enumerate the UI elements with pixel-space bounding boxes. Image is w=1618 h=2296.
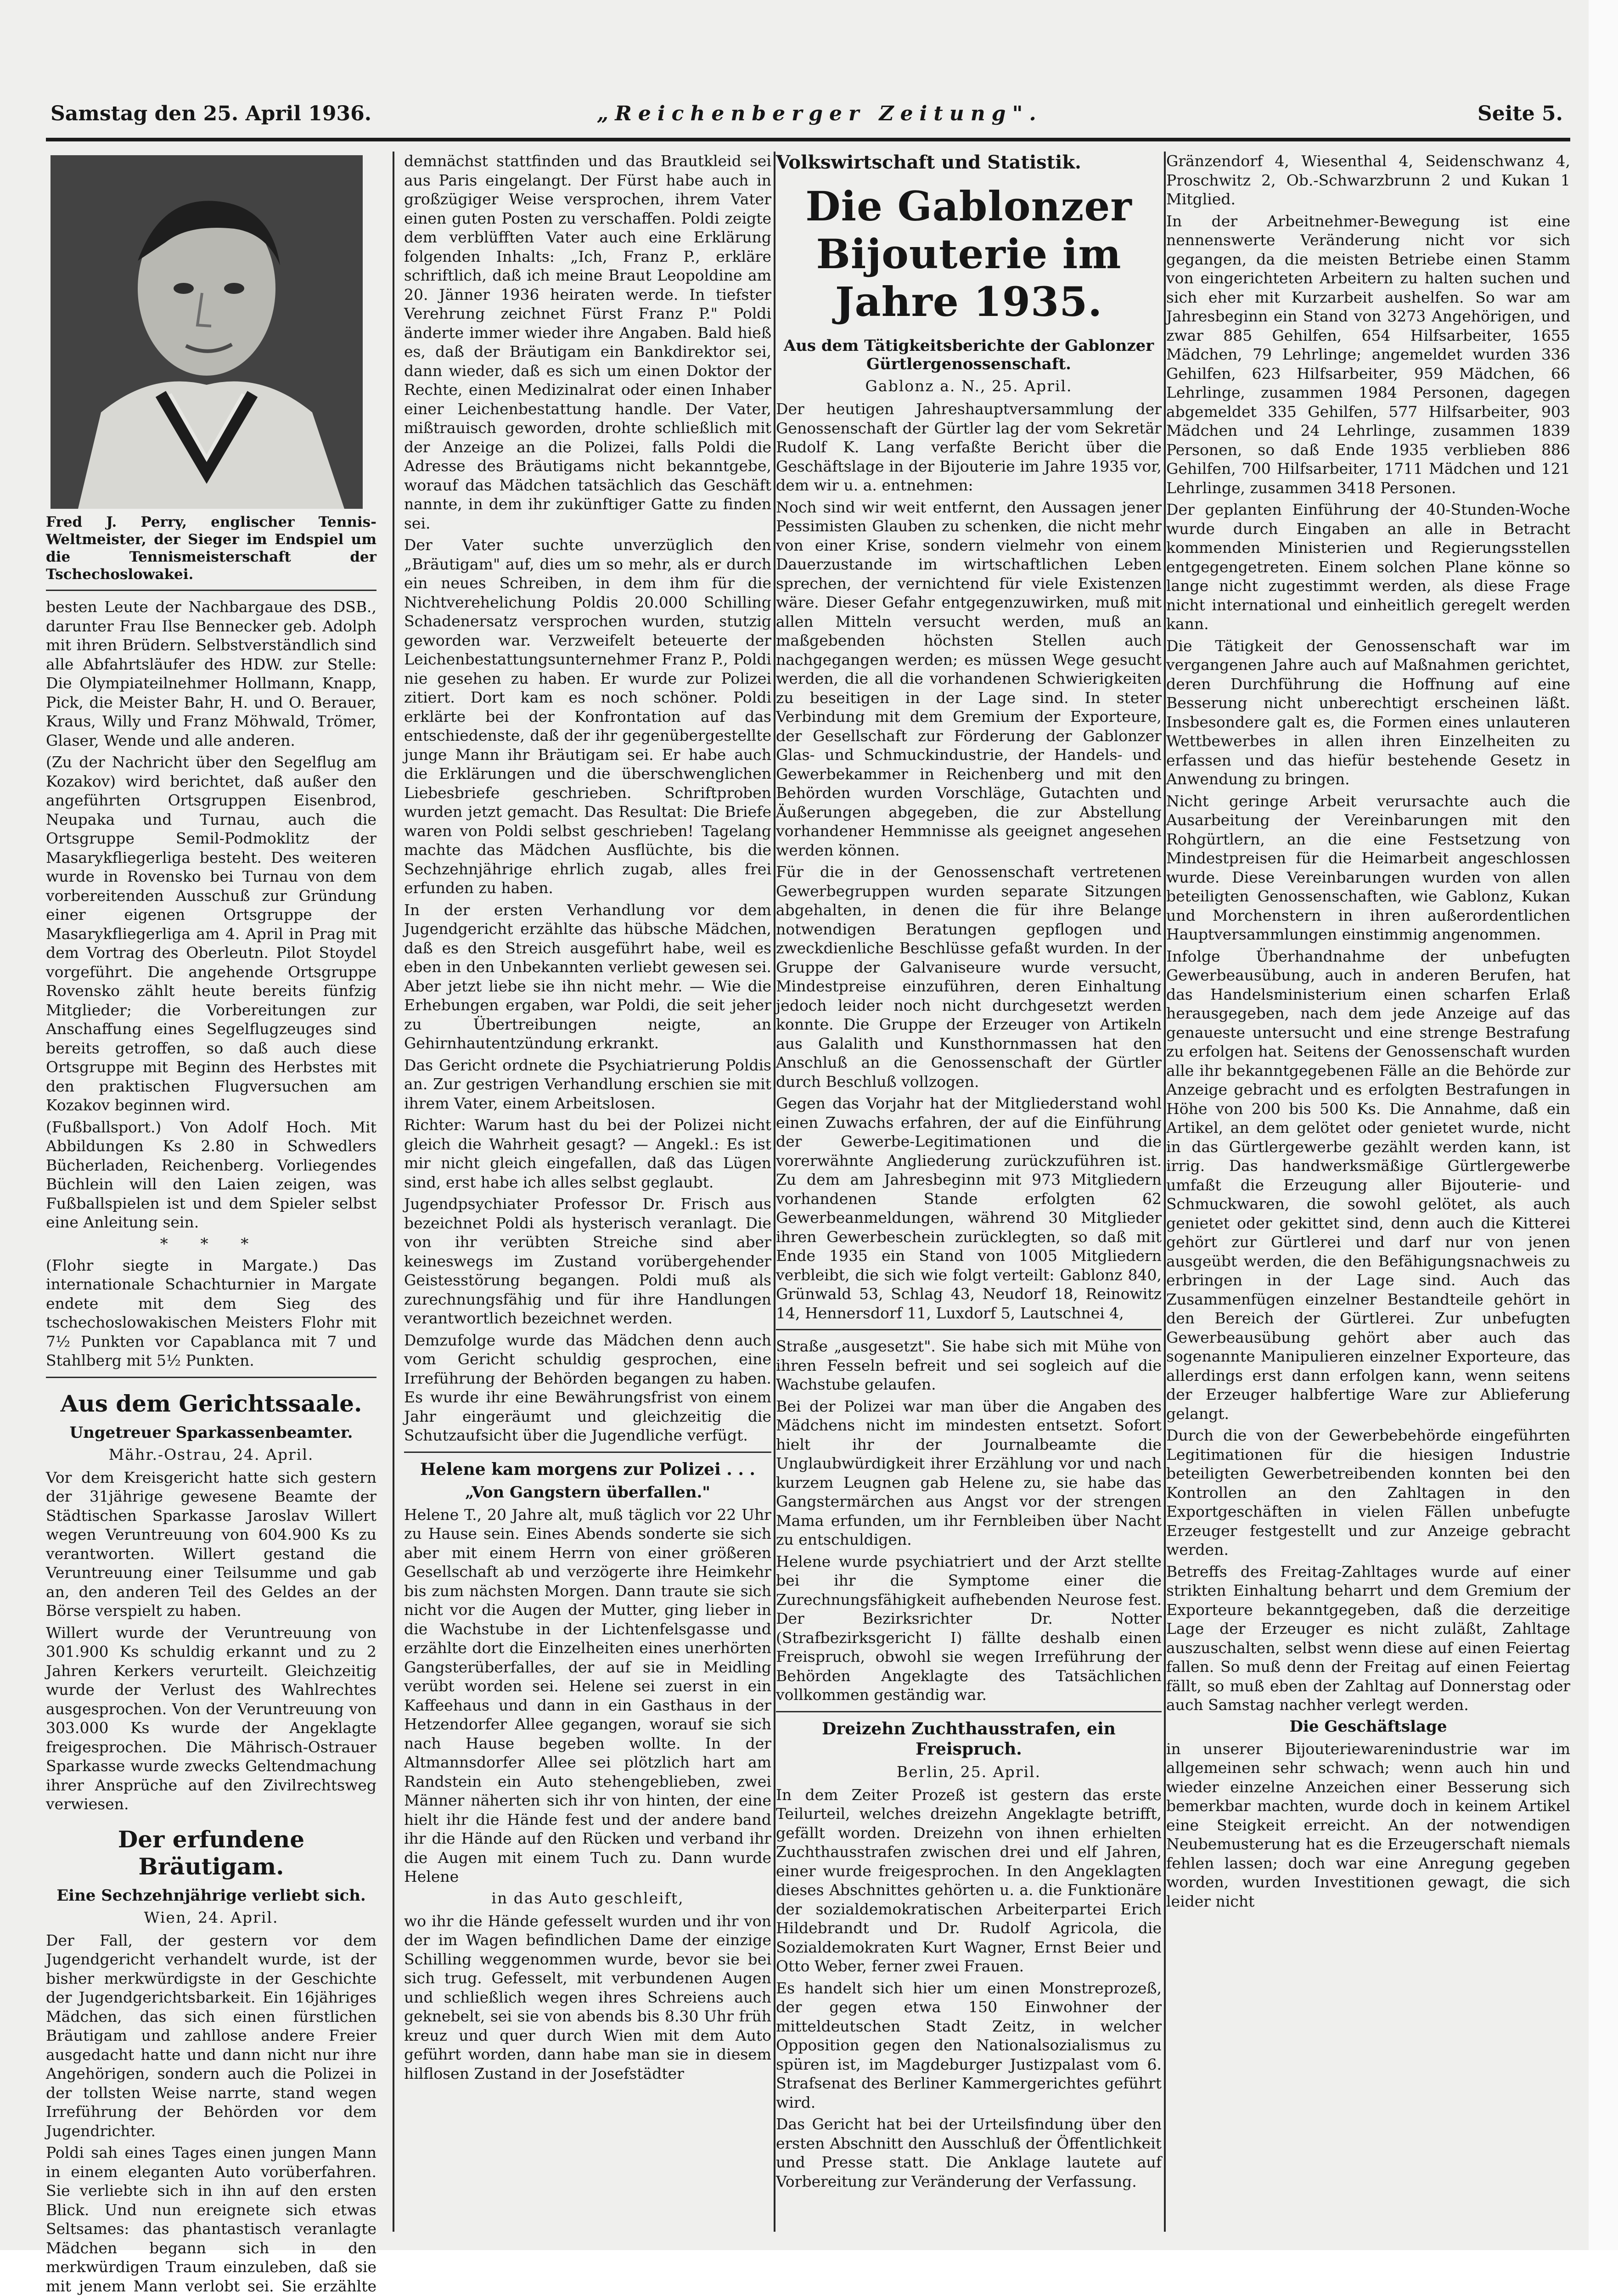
photo-caption: Fred J. Perry, englischer Tennis-Weltmeister, der Sieger im Endspiel um die Tennismeisterschaft der Tschechoslowakei. [46, 514, 376, 583]
portrait-image [51, 155, 363, 509]
article-paragraph: Infolge Überhandnahme der unbefugten Gewerbeausübung, auch in anderen Berufen, hat das Handelsministerium einen scharfen Erlaß herausgegeben, nach dem jede Anzeige auf das genaueste untersucht und eine strenge Bestrafung zu erfolgen hat. Seitens der Genossenschaft wurden alle ihr bekanntgegebenen Fälle an die Behörde zur Anzeige gebracht und es erfolgten Bestrafungen in Höhe von 200 bis 500 Ks. Die Annahme, daß ein Artikel, an dem gelötet oder genietet wurde, nicht in das Gürtlergewerbe gezählt werden kann, ist irrig. Das handwerksmäßige Gürtlergewerbe umfaßt die Erzeugung aller Bijouterie- und Schmuckwaren, die sowohl gelötet, als auch genietet oder gekittet sind, denn auch die Kitterei gehört zur Gürtlerei und darf nur von jenen ausgeübt werden, die den Befähigungsnachweis zu erbringen in der Lage sind. Auch das Zusammenfügen einzelner Bestandteile gehört in den Bereich der Gürtlerei. Zur unbefugten Gewerbeausübung gehört aber auch das sogenannte Manipulieren einzelner Exporteure, das allerdings erst dann erfolgen kann, wenn seitens der Erzeuger halbfertige Ware zur Ablieferung gelangt. [1166, 947, 1570, 1423]
main-subheadline: Aus dem Tätigkeitsberichte der Gablonzer Gürtlergenossenschaft. [783, 337, 1154, 373]
article-paragraph: Straße „ausgesetzt". Sie habe sich mit Mühe von ihren Fesseln befreit und sei sogleich auf die Wachstube gelaufen. [776, 1337, 1162, 1393]
portrait-photo [51, 155, 363, 509]
article-paragraph: Das Gericht hat bei der Urteilsfindung über den ersten Abschnitt den Ausschluß der Öffentlichkeit und Presse statt. Die Anklage lautete auf Vorbereitung zur Veränderung der Verfassung. [776, 2115, 1162, 2190]
scan-margin [1589, 0, 1618, 2250]
article-subheading: Die Geschäftslage [1289, 1717, 1447, 1736]
column-1 [46, 152, 376, 2295]
article-paragraph: wo ihr die Hände gefesselt wurden und ihr von der im Wagen befindlichen Dame der einzige Schilling weggenommen wurde, bevor sie bei sich trug. Gefesselt, mit verbundenen Augen und schließlich wegen ihres Schreiens auch geknebelt, sei sie von abends bis 8.30 Uhr früh kreuz und quer durch Wien mit dem Auto geführt worden, dann habe man sie in diesem hilflosen Zustand in der Josefstädter [404, 1912, 771, 2082]
column-2 [404, 152, 771, 2232]
article-paragraph: Noch sind wir weit entfernt, den Aussagen jener Pessimisten Glauben zu schenken, die nicht mehr von einer Krise, sondern vielmehr von einem Dauerzustande im wirtschaftlichen Leben sprechen, der vernichtend für viele Existenzen wäre. Dieser Gefahr entgegenzuwirken, muß mit allen Mitteln versucht werden, muß an maßgebenden höchsten Stellen auch nachgegangen werden; es müssen Wege gesucht werden, die all die vorhandenen Schwierigkeiten zu beseitigen in der Lage sind. In steter Verbindung mit dem Gremium der Exporteure, der Gesellschaft zur Förderung der Gablonzer Glas- und Schmuckindustrie, der Handels- und Gewerbekammer in Reichenberg und mit den Behörden wurden Vorschläge, Gutachten und Äußerungen abgegeben, die zur Abstellung vorhandener Hemmnisse als geeignet angesehen werden können. [776, 498, 1162, 859]
article-paragraph: Helene wurde psychiatriert und der Arzt stellte bei ihr die Symptome einer die Zurechnungsfähigkeit aufhebenden Neurose fest. Der Bezirksrichter Dr. Notter (Strafbezirksgericht I) fällte deshalb einen Freispruch, obwohl sie wegen Irreführung der Behörden Angeklagte des Tatsächlichen vollkommen geständig war. [776, 1552, 1162, 1704]
column-3 [776, 152, 1162, 2232]
dateline: Wien, 24. April. [144, 1908, 279, 1926]
article-paragraph: Helene T., 20 Jahre alt, muß täglich vor 22 Uhr zu Hause sein. Eines Abends sonderte sie sich aber mit einem Herrn von einer größeren Gesellschaft ab und verzögerte ihre Heimkehr bis zum nächsten Morgen. Dann traute sie sich nicht vor die Augen der Mutter, ging lieber in die Wachstube in der Lichtenfelsgasse und erzählte dort die Einzelheiten eines unerhörten Gangsterüberfalles, der auf sie in Meidling verübt worden sei. Helene sei zuerst in ein Kaffeehaus und dann in ein Gasthaus in der Hetzendorfer Allee gegangen, worauf sie sich nach Hause begeben wollte. In der Altmannsdorfer Allee sei plötzlich hart am Randstein ein Auto stehengeblieben, zwei Männer näherten sich ihr von hinten, der eine hielt ihr die Hände fest und der andere band ihr die Hände auf den Rücken und verband ihr die Augen mit einem Tuch zu. Dann wurde Helene [404, 1505, 771, 1885]
divider [46, 590, 376, 591]
column-4 [1166, 152, 1570, 2232]
article-paragraph: Jugendpsychiater Professor Dr. Frisch aus bezeichnet Poldi als hysterisch veranlagt. Die von ihr verübten Streiche sind aber keineswegs im Zustand vorübergehender Geistesstörung begangen. Poldi muß als zurechnungsfähig und für ihre Handlungen verantwortlich bezeichnet werden. [404, 1195, 771, 1327]
column-rule [393, 152, 394, 2232]
article-paragraph: Betreffs des Freitag-Zahltages wurde auf einer strikten Einhaltung beharrt und dem Gremium der Exporteure bekanntgegeben, daß die derzeitige Lage der Erzeuger es nicht zuläßt, Zahltage auszuschalten, selbst wenn diese auf einen Feiertag fallen. So muß denn der Freitag auf einen Feiertag fällt, so muß eben der Zahltag auf Donnerstag oder auch Samstag nachher verlegt werden. [1166, 1562, 1570, 1714]
article-subheading: Ungetreuer Sparkassenbeamter. [69, 1423, 353, 1442]
article-headline: Der erfundene Bräutigam. [118, 1825, 305, 1880]
main-headline: Die Gablonzer Bijouterie im Jahre 1935. [805, 182, 1132, 326]
divider [46, 1377, 376, 1378]
article-paragraph: Der Fall, der gestern vor dem Jugendgericht verhandelt wurde, ist der bisher merkwürdigste in der Geschichte der Jugendgerichtsbarkeit. Ein 16jähriges Mädchen, das sich einen fürstlichen Bräutigam und zahllose andere Freier ausgedacht hatte und dann nicht nur ihre Angehörigen, sondern auch die Polizei in der tollsten Weise narrte, stand wegen Irreführung der Behörden vor dem Jugendrichter. [46, 1931, 376, 2140]
header-rule [46, 138, 1570, 141]
dateline: Berlin, 25. April. [896, 1762, 1041, 1781]
section-heading: Aus dem Gerichtssaale. [60, 1390, 362, 1417]
divider [776, 1711, 1162, 1712]
article-paragraph: Gegen das Vorjahr hat der Mitgliederstand wohl einen Zuwachs erfahren, der auf die Einführung der Gewerbe-Legitimationen und die vorerwähnte Angliederung zurückzuführen ist. Zu dem am Jahresbeginn mit 973 Mitgliedern vorhandenen Stande erfolgten 62 Gewerbeanmeldungen, während 30 Mitglieder ihren Gewerbeschein zurücklegten, so daß mit Ende 1935 ein Stand von 1005 Mitgliedern verbleibt, die sich wie folgt verteilt: Gablonz 840, Grünwald 53, Schlag 43, Neudorf 18, Reinowitz 14, Hennersdorf 11, Luxdorf 5, Lautschnei 4, [776, 1094, 1162, 1322]
page-number: Seite 5. [1477, 102, 1563, 125]
article-headline: Helene kam morgens zur Polizei . . . [420, 1459, 755, 1479]
article-paragraph: Der geplanten Einführung der 40-Stunden-Woche wurde durch Eingaben an alle in Betracht kommenden Ministerien und Regierungsstellen entgegengetreten. Einem solchen Plane könne so lange nicht zugestimmt werden, als diese Frage nicht international und einheitlich geregelt werden kann. [1166, 501, 1570, 633]
sport-paragraph: besten Leute der Nachbargaue des DSB., darunter Frau Ilse Bennecker geb. Adolph mit ihren Brüdern. Selbstverständlich sind alle Abfahrtsläufer des HDW. zur Stelle: Die Olympiateilnehmer Hollmann, Knapp, Pick, die Meister Bahr, H. und O. Berauer, Kraus, Willy und Franz Möhwald, Trömer, Glaser, Wende und alle anderen. [46, 598, 376, 749]
article-paragraph: Willert wurde der Veruntreuung von 301.900 Ks schuldig erkannt und zu 2 Jahren Kerkers verurteilt. Gleichzeitig wurde der Verlust des Wahlrechtes ausgesprochen. Von der Veruntreuung von 303.000 Ks wurde der Angeklagte freigesprochen. Die Mährisch-Ostrauer Sparkasse wurde zwecks Geltendmachung ihrer Ansprüche auf den Zivilrechtsweg verwiesen. [46, 1623, 376, 1813]
article-headline: Dreizehn Zuchthausstrafen, ein Freispruch. [822, 1719, 1116, 1759]
article-paragraph: Demzufolge wurde das Mädchen denn auch vom Gericht schuldig gesprochen, eine Irreführung der Behörden begangen zu haben. Es wurde ihr eine Bewährungsfrist von einem Jahr eingeräumt und gleichzeitig die Schutzaufsicht über die Jugendliche verfügt. [404, 1331, 771, 1444]
divider [776, 1329, 1162, 1330]
article-paragraph: Der heutigen Jahreshauptversammlung der Genossenschaft der Gürtler lag der vom Sekretär Rudolf K. Lang verfaßte Bericht über die Geschäftslage in der Bijouterie im Jahre 1935 vor, dem wir u. a. entnehmen: [776, 400, 1162, 494]
issue-date: Samstag den 25. April 1936. [51, 102, 372, 125]
article-paragraph: In dem Zeiter Prozeß ist gestern das erste Teilurteil, welches dreizehn Angeklagte betrifft, gefällt worden. Dreizehn von ihnen erhielten Zuchthausstrafen zwischen drei und elf Jahren, einer wurde freigesprochen. In den Angeklagten dieses Abschnittes gehörten u. a. die Funktionäre der sozialdemokratischen Arbeiterpartei Erich Hildebrandt und Dr. Rudolf Agricola, die Sozialdemokraten Kurt Wagner, Ernst Beier und Otto Weber, ferner zwei Frauen. [776, 1785, 1162, 1975]
article-paragraph: Nicht geringe Arbeit verursachte auch die Ausarbeitung der Vereinbarungen mit den Rohgürtlern, an die eine Festsetzung von Mindestpreisen für die Heimarbeit angeschlossen wurde. Diese Vereinbarungen wurden von allen beteiligten Genossenschaften, wie Gablonz, Kukan und Morchenstern in ihren außerordentlichen Hauptversammlungen einstimmig angenommen. [1166, 792, 1570, 943]
article-paragraph: Vor dem Kreisgericht hatte sich gestern der 31jährige gewesene Beamte der Städtischen Sparkasse Jaroslav Willert wegen Veruntreuung von 604.900 Ks zu verantworten. Willert gestand die Veruntreuung einer Teilsumme und gab an, den anderen Teil des Geldes an der Börse verspielt zu haben. [46, 1468, 376, 1620]
article-subheading: „Von Gangstern überfallen." [465, 1483, 710, 1502]
sport-paragraph: (Flohr siegte in Margate.) Das internationale Schachturnier in Margate endete mit dem Sieg des tschechoslowakischen Meisters Flohr mit 7½ Punkten vor Capablanca mit 7 und Stahlberg mit 5½ Punkten. [46, 1256, 376, 1369]
masthead-title: „Reichenberger Zeitung". [597, 102, 1043, 125]
divider [404, 1452, 771, 1453]
article-paragraph: Bei der Polizei war man über die Angaben des Mädchens nicht im mindesten entsetzt. Sofort hielt ihr der Journalbeamte die Unglaubwürdigkeit ihrer Erzählung vor und nach kurzem Leugnen gab Helene zu, sie habe das Gangstermärchen aus Angst vor der strengen Mama erfunden, um ihr Fernbleiben über Nacht zu entschuldigen. [776, 1397, 1162, 1548]
article-paragraph: Für die in der Genossenschaft vertretenen Gewerbegruppen wurden separate Sitzungen abgehalten, in denen die für ihre Belange notwendigen Beratungen gepflogen und zweckdienliche Beschlüsse gefaßt wurden. In der Gruppe der Galvaniseure wurde versucht, Mindestpreise einzuführen, deren Einhaltung jedoch leider noch nicht durchgesetzt werden konnte. Die Gruppe der Erzeuger von Artikeln aus Galalith und Kunsthornmassen hat den Anschluß an die Genossenschaft der Gürtler durch Beschluß vollzogen. [776, 863, 1162, 1091]
article-paragraph: Der Vater suchte unverzüglich den „Bräutigam" auf, dies um so mehr, als er durch ein neues Schreiben, in dem ihm für die Nichtverehelichung Poldis 20.000 Schilling Schadenersatz versprochen wurden, stutzig geworden war. Verzweifelt beteuerte der Leichenbestattungsunternehmer Franz P., Poldi nie gesehen zu haben. Er wurde zur Polizei zitiert. Dort kam es noch schöner. Poldi erklärte bei der Konfrontation auf das entschiedenste, daß der ihr gegenübergestellte junge Mann ihr Bräutigam sei. Er habe auch die Erklärungen und die überschwenglichen Liebesbriefe geschrieben. Schriftproben wurden jetzt gemacht. Das Resultat: Die Briefe waren von Poldi selbst geschrieben! Tagelang machte das Mädchen Ausflüchte, bis die Sechzehnjährige ehrlich zugab, alles frei erfunden zu haben. [404, 536, 771, 897]
dateline: Mähr.-Ostrau, 24. April. [108, 1445, 314, 1463]
article-paragraph: Die Tätigkeit der Genossenschaft war im vergangenen Jahre auch auf Maßnahmen gerichtet, deren Durchführung die Hoffnung auf eine Besserung nicht unberechtigt erscheinen läßt. Insbesondere galt es, die Formen eines unlauteren Wettbewerbes in allen ihren Einzelheiten zu erfassen und das hiefür bestehende Gesetz in Anwendung zu bringen. [1166, 636, 1570, 788]
article-paragraph: Richter: Warum hast du bei der Polizei nicht gleich die Wahrheit gesagt? — Angekl.: Es ist mir nicht gleich eingefallen, daß das Lügen sind, erst habe ich alles selbst geglaubt. [404, 1116, 771, 1191]
article-paragraph: Das Gericht ordnete die Psychiatrierung Poldis an. Zur gestrigen Verhandlung erschien sie mit ihrem Vater, einem Arbeitslosen. [404, 1056, 771, 1112]
column-rule [774, 152, 775, 2232]
article-paragraph: Gränzendorf 4, Wiesenthal 4, Seidenschwanz 4, Proschwitz 2, Ob.-Schwarzbrunn 2 und Kukan 1 Mitglied. [1166, 152, 1570, 208]
article-subheading: Eine Sechzehnjährige verliebt sich. [56, 1886, 366, 1905]
sport-paragraph: (Fußballsport.) Von Adolf Hoch. Mit Abbildungen Ks 2.80 in Schwedlers Bücherladen, Reichenberg. Vorliegendes Büchlein will den Laien zeigen, was Fußballspielen ist und dem Spieler selbst eine Anleitung sein. [46, 1118, 376, 1231]
article-paragraph: in unserer Bijouteriewarenindustrie war im allgemeinen sehr schwach; wenn auch hin und wieder einzelne Anzeichen einer Besserung sich bemerkbar machten, wurde doch in keinem Artikel eine Steigkeit erreicht. An der notwendigen Neubemusterung hat es die Erzeugerschaft niemals fehlen lassen; doch war eine Anregung gegeben worden, wurden Investitionen gewagt, die sich leider nicht [1166, 1739, 1570, 1910]
article-paragraph: Es handelt sich hier um einen Monstreprozeß, der gegen etwa 150 Einwohner der mitteldeutschen Stadt Zeitz, in welcher Opposition gegen den Nationalsozialismus zu spüren ist, im Magdeburger Justizpalast vom 6. Strafsenat des Berliner Kammergerichtes geführt wird. [776, 1979, 1162, 2111]
separator-stars: * * * [160, 1234, 263, 1253]
article-paragraph: Durch die von der Gewerbebehörde eingeführten Legitimationen für die hiesigen Industrie beteiligten Gewerbetreibenden konnten bei den Kontrollen an den Zahltagen in den Exportgeschäften in vielen Fällen unbefugte Erzeuger festgestellt und zur Anzeige gebracht werden. [1166, 1426, 1570, 1559]
dateline: Gablonz a. N., 25. April. [865, 377, 1073, 395]
article-paragraph: demnächst stattfinden und das Brautkleid sei aus Paris eingelangt. Der Fürst habe auch in großzügiger Weise versprochen, ihrem Vater einen guten Posten zu verschaffen. Poldi zeigte dem verblüfften Vater auch eine Erklärung folgenden Inhalts: „Ich, Franz P., erkläre schriftlich, daß ich meine Braut Leopoldine am 20. Jänner 1936 heiraten werde. In tiefster Verehrung zeichnet Fürst Franz P." Poldi änderte immer wieder ihre Angaben. Bald hieß es, daß der Bräutigam ein Bankdirektor sei, dann wieder, daß es sich um einen Doktor der Rechte, einen Medizinalrat oder einen Inhaber einer Leichenbestattung handle. Der Vater, mißtrauisch geworden, drohte schließlich mit der Anzeige an die Polizei, falls Poldi die Adresse des Bräutigams nicht bekanntgebe, worauf das Mädchen tatsächlich das Geschäft nannte, in dem ihr zukünftiger Gatte zu finden sei. [404, 152, 771, 532]
article-paragraph: Poldi sah eines Tages einen jungen Mann in einem eleganten Auto vorüberfahren. Sie verliebte sich in ihn auf den ersten Blick. Und nun ereignete sich etwas Seltsames: das phantastisch veranlagte Mädchen begann sich in den merkwürdigen Traum einzuleben, daß sie mit jenem Mann verlobt sei. Sie erzählte [46, 2144, 376, 2295]
column-rule [1164, 152, 1166, 2232]
section-kicker: Volkswirtschaft und Statistik. [776, 152, 1081, 173]
sport-paragraph: (Zu der Nachricht über den Segelflug am Kozakov) wird berichtet, daß außer den angeführten Ortsgruppen Eisenbrod, Neupaka und Turnau, auch die Ortsgruppe Semil-Podmoklitz der Masarykfliegerliga besteht. Des weiteren wurde in Rovensko bei Turnau von dem vorbereitenden Ausschuß zur Gründung einer eigenen Ortsgruppe der Masarykfliegerliga am 4. April in Prag mit dem Vortrag des Oberleutn. Pilot Stoydel vorgeführt. Die angehende Ortsgruppe Rovensko zählt heute bereits fünfzig Mitglieder; die Vorbereitungen zur Anschaffung eines Segelflugzeuges sind bereits getroffen, so daß auch diese Ortsgruppe mit Beginn des Herbstes mit den praktischen Flugversuchen am Kozakov beginnen wird. [46, 753, 376, 1114]
article-paragraph: In der Arbeitnehmer-Bewegung ist eine nennenswerte Veränderung nicht vor sich gegangen, da die meisten Betriebe einen Stamm von eingerichteten Arbeitern zu halten suchen und sich eher mit Kurzarbeit aushelfen. So war am Jahresbeginn ein Stand von 3273 Angehörigen, und zwar 885 Gehilfen, 654 Hilfsarbeiter, 1655 Mädchen, 79 Lehrlinge; angemeldet wurden 336 Gehilfen, 623 Hilfsarbeiter, 959 Mädchen, 66 Lehrlinge, zusammen 1984 Personen, dagegen abgemeldet 335 Gehilfen, 577 Hilfsarbeiter, 903 Mädchen und 24 Lehrlinge, zusammen 1839 Personen, so daß Ende 1935 verblieben 886 Gehilfen, 700 Hilfsarbeiter, 1711 Mädchen und 121 Lehrlinge, zusammen 3418 Personen. [1166, 212, 1570, 497]
inline-subhead: in das Auto geschleift, [491, 1889, 684, 1907]
article-paragraph: In der ersten Verhandlung vor dem Jugendgericht erzählte das hübsche Mädchen, daß es den Streich ausgeführt habe, weil es eben in den Unbekannten verliebt gewesen sei. Aber jetzt liebe sie ihn nicht mehr. — Wie die Erhebungen ergaben, war Poldi, die seit jeher zu Übertreibungen neigte, an Gehirnhautentzündung erkrankt. [404, 900, 771, 1052]
